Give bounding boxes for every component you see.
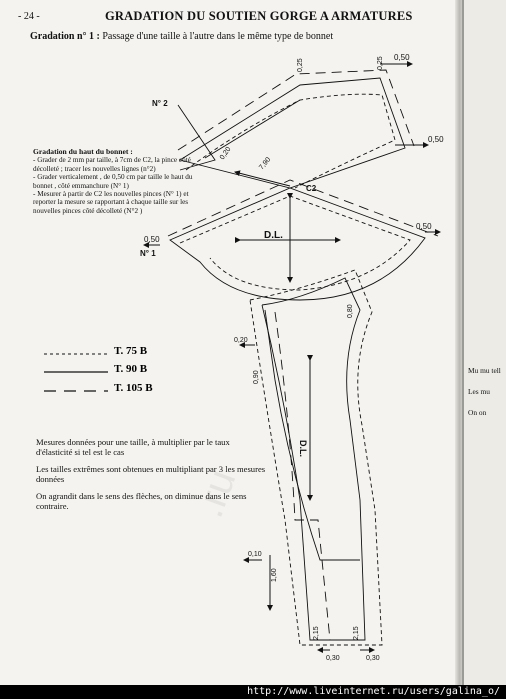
facing-page-edge xyxy=(462,0,506,685)
label-050-mid: 0,50 xyxy=(428,135,444,144)
instruction-paragraph: Les tailles extrêmes sont obtenues en multipliant par 3 les mesures données xyxy=(36,464,266,484)
label-030-left: 0,30 xyxy=(326,655,340,662)
cup-top-piece xyxy=(178,70,414,188)
label-030-right: 0,30 xyxy=(366,655,380,662)
page-number: - 24 - xyxy=(18,11,40,22)
cup-bottom-outline xyxy=(170,188,425,300)
label-025-right: 0,25 xyxy=(377,56,384,70)
label-160: 1,60 xyxy=(271,568,278,582)
label-010: 0,10 xyxy=(248,551,262,558)
label-080: 0,80 xyxy=(347,304,354,318)
label-050-right: 0,50 xyxy=(416,222,432,231)
facing-page-text xyxy=(468,366,506,429)
side-panel-size-105 xyxy=(275,312,330,640)
notes-line-2: - Grader verticalement , de 0,50 cm par taille le haut du bonnet , côté emmanchure (N° 1) xyxy=(33,173,193,190)
subtitle-label: Gradation n° 1 : xyxy=(30,31,100,42)
label-c2: C2 xyxy=(306,184,317,193)
diagram-labels xyxy=(140,53,444,662)
facing-fragment: Les mu xyxy=(468,387,490,396)
grading-arrows xyxy=(144,64,440,650)
facing-fragment: On on xyxy=(468,408,487,417)
dart-n2 xyxy=(178,105,215,170)
page-title: GRADATION DU SOUTIEN GORGE A ARMATURES xyxy=(105,9,413,23)
legend-label: T. 75 B xyxy=(114,345,148,357)
label-215-right: 2,15 xyxy=(353,626,360,640)
label-020-top: 0,20 xyxy=(218,145,233,162)
label-050-left: 0,50 xyxy=(144,235,160,244)
label-090: 0,90 xyxy=(253,370,260,384)
facing-fragment: Mu mu tell xyxy=(468,366,501,375)
label-dl-lower: D.L. xyxy=(298,440,308,457)
arrow-c2-left xyxy=(235,172,290,186)
dart-line xyxy=(205,100,300,158)
label-050-top: 0,50 xyxy=(394,53,410,62)
subtitle-text: Passage d'une taille à l'autre dans le même type de bonnet xyxy=(99,31,334,42)
source-url[interactable]: http://www.liveinternet.ru/users/galina_o/ xyxy=(247,686,500,697)
label-215-left: 2,15 xyxy=(313,626,320,640)
label-n2: N° 2 xyxy=(152,99,168,108)
legend-label: T. 90 B xyxy=(114,363,148,375)
watermark-text: .ru xyxy=(187,464,245,524)
notes-heading: Gradation du haut du bonnet : xyxy=(33,147,133,156)
cup-top-size-75 xyxy=(186,94,395,188)
label-790: 7,90 xyxy=(258,156,273,172)
notes-line-3: - Mesurer à partir de C2 les nouvelles pinces (N° 1) et reporter la mesure se rapportant à chaque taille sur les nouvelles pinces côté décolleté (N°2 ) xyxy=(33,190,189,215)
legend-label: T. 105 B xyxy=(114,382,153,394)
label-n1: N° 1 xyxy=(140,249,156,258)
watermark xyxy=(187,464,244,523)
label-020-mid: 0,20 xyxy=(234,337,248,344)
label-025-left: 0,25 xyxy=(297,58,304,72)
notes-line-1: - Grader de 2 mm par taille, à 7cm de C2, la pince côté décolleté ; tracer les nouvelles lignes (n°2) xyxy=(33,156,191,173)
instruction-paragraph: On agrandit dans le sens des flèches, on diminue dans le sens contraire. xyxy=(36,491,247,511)
source-url-bar xyxy=(0,685,506,699)
label-dl-upper: D.L. xyxy=(264,230,283,241)
instruction-paragraph: Mesures données pour une taille, à multiplier par le taux d'élasticité si tel est le cas xyxy=(36,437,230,457)
cup-top-size-105 xyxy=(178,70,414,150)
